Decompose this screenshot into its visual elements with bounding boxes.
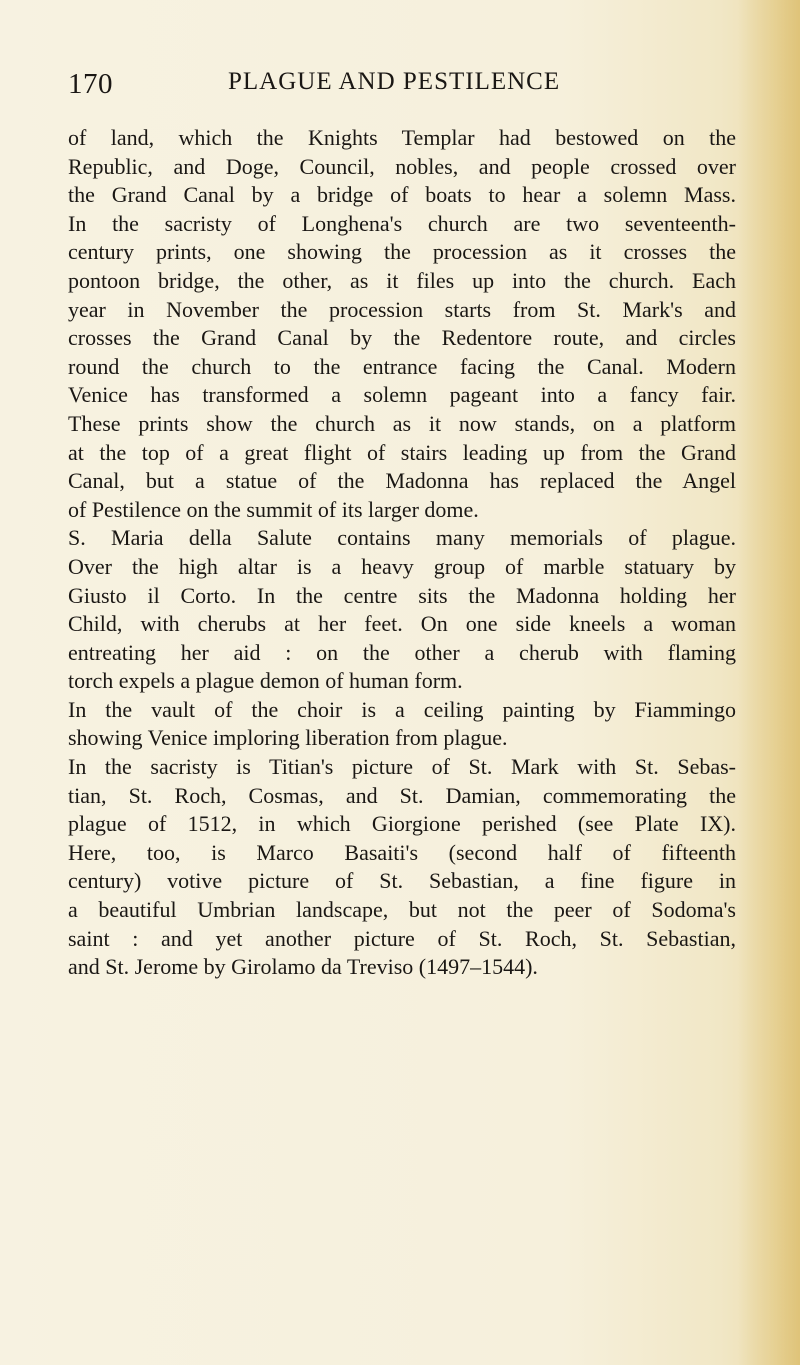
text-line: Child, with cherubs at her feet. On one side kneels a woman bbox=[68, 611, 736, 637]
text-line: torch expels a plague demon of human form. bbox=[68, 668, 463, 694]
text-line: saint : and yet another picture of St. Roch, St. Sebastian, bbox=[68, 925, 736, 951]
text-line: Giusto il Corto. In the centre sits the Madonna holding her bbox=[68, 582, 736, 608]
text-line: century prints, one showing the procession as it crosses the bbox=[68, 239, 736, 265]
text-line: and St. Jerome by Girolamo da Treviso (1497–1544). bbox=[68, 954, 538, 980]
text-line: Here, too, is Marco Basaiti's (second half of fifteenth bbox=[68, 839, 736, 865]
text-line: In the vault of the choir is a ceiling painting by Fiammingo bbox=[68, 696, 736, 722]
text-line: Republic, and Doge, Council, nobles, and people crossed over bbox=[68, 153, 736, 179]
page-number: 170 bbox=[68, 68, 113, 100]
text-line: a beautiful Umbrian landscape, but not the peer of Sodoma's bbox=[68, 897, 736, 923]
page-edge-shading bbox=[738, 0, 800, 1365]
body-text bbox=[68, 124, 736, 982]
text-line: pontoon bridge, the other, as it files up into the church. Each bbox=[68, 267, 736, 293]
text-line: In the sacristy of Longhena's church are two seventeenth- bbox=[68, 210, 736, 236]
text-line: Venice has transformed a solemn pageant into a fancy fair. bbox=[68, 382, 736, 408]
text-line: century) votive picture of St. Sebastian, a fine figure in bbox=[68, 868, 736, 894]
text-line: round the church to the entrance facing the Canal. Modern bbox=[68, 353, 736, 379]
text-line: the Grand Canal by a bridge of boats to hear a solemn Mass. bbox=[68, 182, 736, 208]
running-title: PLAGUE AND PESTILENCE bbox=[228, 68, 561, 95]
text-line: Canal, but a statue of the Madonna has replaced the Angel bbox=[68, 468, 736, 494]
text-line: In the sacristy is Titian's picture of St. Mark with St. Sebas- bbox=[68, 754, 736, 780]
text-line: crosses the Grand Canal by the Redentore route, and circles bbox=[68, 325, 736, 351]
text-line: at the top of a great flight of stairs leading up from the Grand bbox=[68, 439, 736, 465]
text-line: year in November the procession starts from St. Mark's and bbox=[68, 296, 736, 322]
text-line: of land, which the Knights Templar had bestowed on the bbox=[68, 125, 736, 150]
text-line: S. Maria della Salute contains many memorials of plague. bbox=[68, 525, 736, 551]
running-header bbox=[68, 68, 588, 108]
text-line: tian, St. Roch, Cosmas, and St. Damian, commemorating the bbox=[68, 782, 736, 808]
text-line: These prints show the church as it now stands, on a platform bbox=[68, 410, 736, 436]
text-line: plague of 1512, in which Giorgione perished (see Plate IX). bbox=[68, 811, 736, 837]
text-line: showing Venice imploring liberation from plague. bbox=[68, 725, 508, 751]
text-line: entreating her aid : on the other a cherub with flaming bbox=[68, 639, 736, 665]
text-line: of Pestilence on the summit of its larger dome. bbox=[68, 496, 479, 522]
text-line: Over the high altar is a heavy group of marble statuary by bbox=[68, 553, 736, 579]
